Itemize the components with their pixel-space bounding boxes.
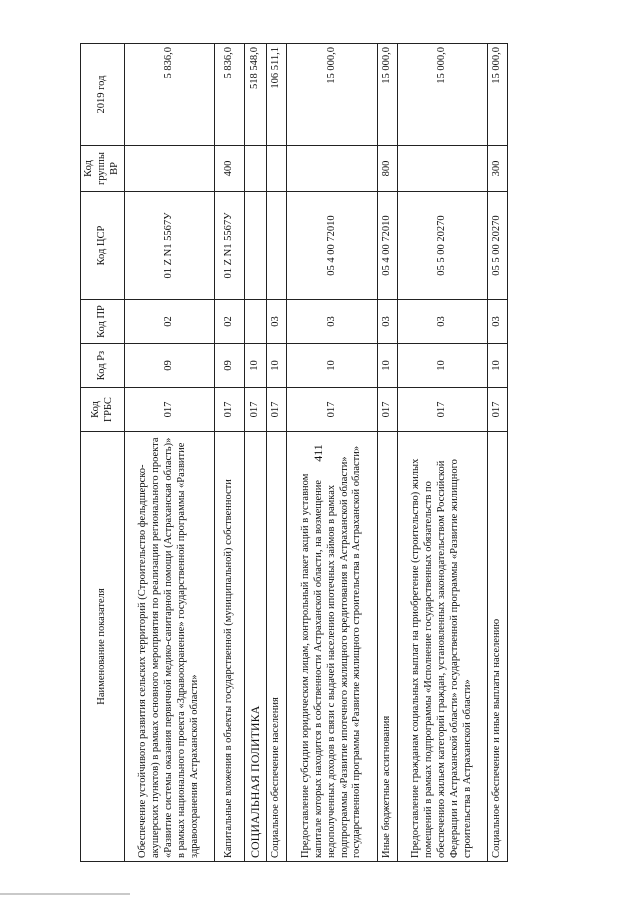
row-grbs: 017 — [287, 388, 378, 432]
row-vr — [244, 146, 266, 192]
row-rz: 10 — [244, 344, 266, 388]
row-grbs: 017 — [377, 388, 397, 432]
header-year: 2019 год — [81, 44, 125, 146]
row-pr: 02 — [214, 300, 244, 344]
row-name: Капитальные вложения в объекты государственной (муниципальной) собственности — [214, 432, 244, 862]
row-name: Социальное обеспечение и иные выплаты населению — [487, 432, 507, 862]
row-sum: 106 511,1 — [267, 44, 287, 146]
row-csr — [244, 192, 266, 300]
row-name: СОЦИАЛЬНАЯ ПОЛИТИКА — [244, 432, 266, 862]
table-row — [267, 44, 287, 862]
row-csr — [267, 192, 287, 300]
scan-edge-line — [0, 893, 130, 895]
row-grbs: 017 — [214, 388, 244, 432]
row-csr: 05 5 00 20270 — [398, 192, 488, 300]
table-row — [377, 44, 397, 862]
row-sum: 518 548,0 — [244, 44, 266, 146]
row-csr: 01 Z N1 5567У — [214, 192, 244, 300]
row-rz: 09 — [125, 344, 215, 388]
table-row — [487, 44, 507, 862]
rotated-table-frame — [80, 44, 508, 862]
row-csr: 05 4 00 72010 — [287, 192, 378, 300]
row-pr: 02 — [125, 300, 215, 344]
row-sum: 5 836,0 — [214, 44, 244, 146]
row-grbs: 017 — [267, 388, 287, 432]
row-vr — [125, 146, 215, 192]
table-row — [214, 44, 244, 862]
row-pr: 03 — [487, 300, 507, 344]
row-sum: 15 000,0 — [377, 44, 397, 146]
header-csr: Код ЦСР — [81, 192, 125, 300]
row-rz: 10 — [398, 344, 488, 388]
rotated-table-wrapper — [80, 44, 508, 862]
table-row — [287, 44, 378, 862]
header-grbs: Код ГРБС — [81, 388, 125, 432]
row-grbs: 017 — [398, 388, 488, 432]
row-pr — [244, 300, 266, 344]
row-vr — [287, 146, 378, 192]
row-rz: 09 — [214, 344, 244, 388]
row-sum: 15 000,0 — [287, 44, 378, 146]
row-rz: 10 — [487, 344, 507, 388]
row-sum: 15 000,0 — [487, 44, 507, 146]
row-vr — [267, 146, 287, 192]
row-name: Предоставление гражданам социальных выплат на приобретение (строительство) жилых помещений в рамках подпрограммы «Исполнение государственных обязательств по обеспечению жильем категорий граждан, установленных законодательством Российской Федерации и Астраханской области» государственной программы «Развитие жилищного строительства в Астраханской области» — [398, 432, 488, 862]
row-name: Предоставление субсидии юридическим лицам, контрольный пакет акций в уставном капитале которых находится в собственности Астраханской области, на возмещение недополученных доходов в связи с выдачей населению ипотечных займов в рамках подпрограммы «Развитие ипотечного жилищного кредитования в Астраханской области» государственной программы «Развитие жилищного строительства в Астраханской области» — [287, 432, 378, 862]
row-csr: 05 4 00 72010 — [377, 192, 397, 300]
header-pr: Код ПР — [81, 300, 125, 344]
row-pr: 03 — [398, 300, 488, 344]
row-sum: 5 836,0 — [125, 44, 215, 146]
row-name: Иные бюджетные ассигнования — [377, 432, 397, 862]
row-vr: 800 — [377, 146, 397, 192]
row-grbs: 017 — [487, 388, 507, 432]
row-name: Обеспечение устойчивого развития сельских территорий (Строительство фельдшерско-акушерских пунктов) в рамках основного мероприятия по реализации регионального проекта «Развитие системы оказания первичной медико-санитарной помощи (Астраханская область)» в рамках национального проекта «Здравоохранение» государственной программы «Развитие здравоохранения Астраханской области» — [125, 432, 215, 862]
row-grbs: 017 — [244, 388, 266, 432]
row-vr — [398, 146, 488, 192]
row-vr: 400 — [214, 146, 244, 192]
row-rz: 10 — [287, 344, 378, 388]
row-pr: 03 — [267, 300, 287, 344]
row-csr: 01 Z N1 5567У — [125, 192, 215, 300]
table-row — [244, 44, 266, 862]
table-header-row — [81, 44, 125, 862]
row-rz: 10 — [377, 344, 397, 388]
row-pr: 03 — [377, 300, 397, 344]
row-csr: 05 5 00 20270 — [487, 192, 507, 300]
row-name: Социальное обеспечение населения — [267, 432, 287, 862]
table-row — [398, 44, 488, 862]
header-rz: Код Рз — [81, 344, 125, 388]
row-vr: 300 — [487, 146, 507, 192]
table-row — [125, 44, 215, 862]
row-pr: 03 — [287, 300, 378, 344]
budget-table — [80, 43, 508, 862]
header-vr: Код группы ВР — [81, 146, 125, 192]
row-rz: 10 — [267, 344, 287, 388]
row-grbs: 017 — [125, 388, 215, 432]
header-name: Наименование показателя — [81, 432, 125, 862]
page-number: 411 — [311, 444, 325, 462]
row-sum: 15 000,0 — [398, 44, 488, 146]
